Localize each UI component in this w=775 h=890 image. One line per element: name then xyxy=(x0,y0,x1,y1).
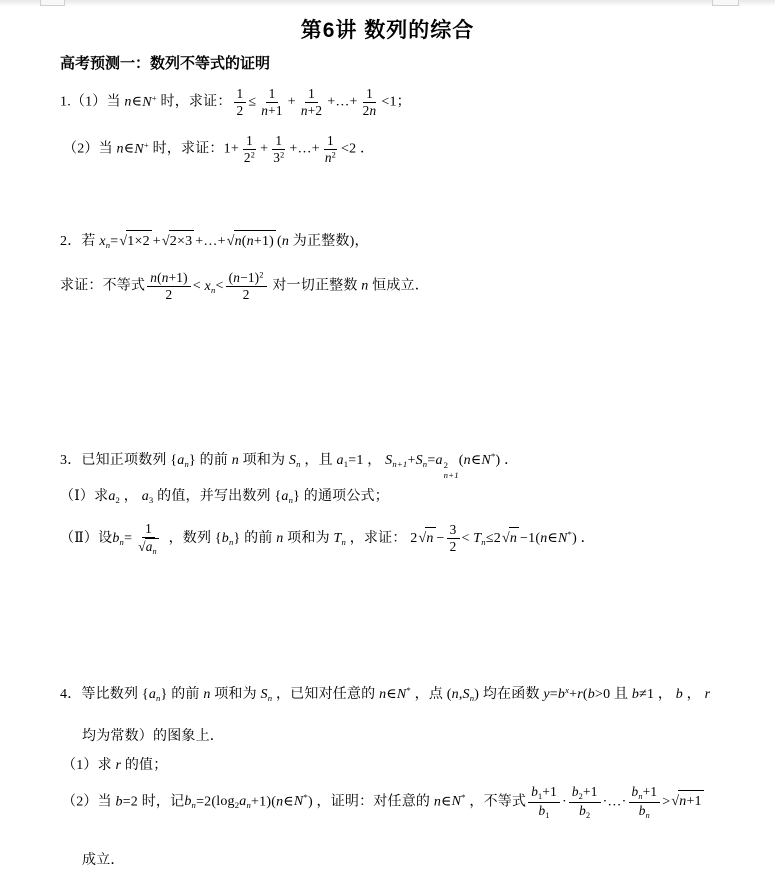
problem-4-part-1: （1）求 r 的值； xyxy=(62,758,168,773)
problem-2-line-2: 求证：不等式 $\frac{n(n+1)}{2}$ < $x_n<$ $\frac{(n-1)^2}{2}$ 对一切正整数 n 恒成立． xyxy=(60,270,429,302)
section-heading: 高考预测一：数列不等式的证明 xyxy=(60,55,271,72)
problem-3-part-1: （Ⅰ）求$a_2$ ， $a_3$ 的值，并写出数列 $\{a_n\}$ 的通项公式； xyxy=(60,489,389,506)
problem-1-part-2: （2）当 n∈N+ 时，求证：1+ $\frac{1}{2^2}$ + $\frac{1}{3^2}$ +…+ $\frac{1}{n^2}$ <2 ． xyxy=(63,133,375,165)
page-title: 第6讲 数列的综合 xyxy=(300,19,475,42)
problem-3-statement: 3．已知正项数列 $\{a_n\}$ 的前 n 项和为 $S_n$ ，且 $a_1=1$ ， $S_{n+1}+S_n=a$ 2 n+1 (n∈N*) ． xyxy=(60,451,519,480)
problem-4-statement-line-1: 4．等比数列 $\{a_n\}$ 的前 n 项和为 $S_n$ ，已知对任意的 n∈N* ，点 $(n,S_n)$ 均在函数 $y=b^x+r(b>0$ 且 b≠1 ， b ， r xyxy=(60,685,711,704)
page-corner-tab-left xyxy=(40,0,65,6)
problem-4-part-2: （2）当 b=2 时，记$b_n=2(\log_2a_n+1)(n\in N^*)$ ，证明：对任意的 n∈N* ，不等式 $\frac{b_1+1}{b_1}$ · $\frac{b_2+1}{b_2}$ ·…· $\frac{b_n+1}{b_n}$ > √ n+1 xyxy=(62,784,702,820)
problem-1-part-1: 1.（1）当 n∈N+ 时，求证： $\frac{1}{2}$ ≤ $\frac{1}{n+1}$ + $\frac{1}{n+2}$ +…+ $\frac{1}{2n}$ <1； xyxy=(60,86,411,118)
page-top-strip xyxy=(0,0,775,6)
page-corner-tab-right xyxy=(712,0,739,6)
problem-4-part-2-end: 成立． xyxy=(82,853,125,868)
problem-3-part-2: （Ⅱ）设$b_n=$ 1 √ $a_n$ ，数列 $\{b_n\}$ 的前 n 项和为 $T_n$ ，求证： 2 √ n − $\frac{3}{2}$ < $T_n\le 2$ √ n −1(n∈N*) ． xyxy=(60,521,595,556)
problem-4-statement-line-2: 均为常数）的图象上． xyxy=(82,729,224,744)
problem-2-line-1: 2．若 $x_n=$ √ 1×2 + √ 2×3 +…+ √ n(n+1) (n 为正整数)， xyxy=(60,230,369,253)
